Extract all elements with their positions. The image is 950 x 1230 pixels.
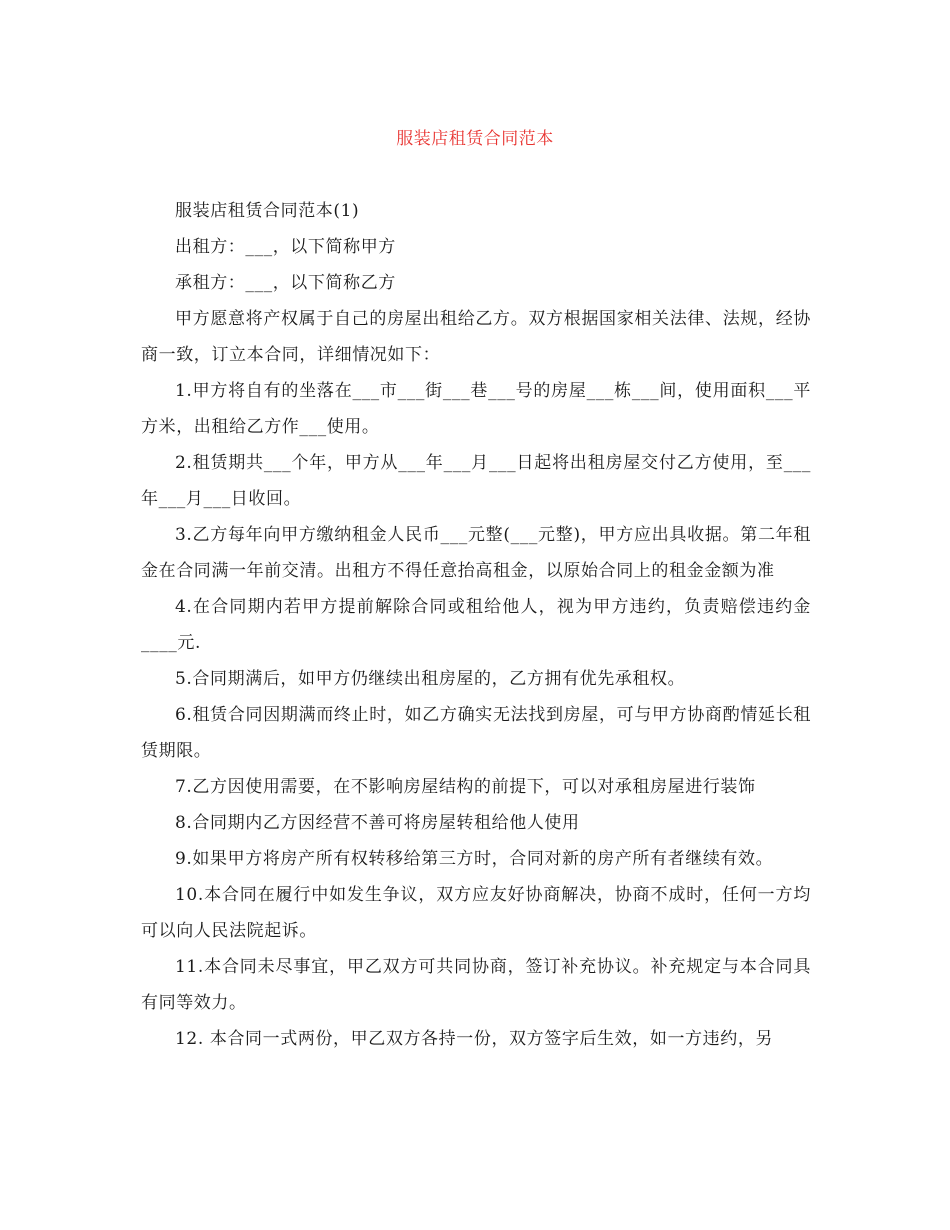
document-body: [141, 193, 811, 1057]
lessor-line: 出租方：___，以下简称甲方: [175, 237, 396, 257]
document-title: 服装店租赁合同范本: [396, 129, 554, 149]
clause-8: 8.合同期内乙方因经营不善可将房屋转租给他人使用: [175, 813, 580, 833]
clause-6: 6.租赁合同因期满而终止时，如乙方确实无法找到房屋，可与甲方协商酌情延长租赁期限。: [141, 705, 811, 761]
subtitle-paragraph: 服装店租赁合同范本(1): [175, 201, 360, 221]
clause-11: 11.本合同未尽事宜，甲乙双方可共同协商，签订补充协议。补充规定与本合同具有同等效力。: [141, 957, 811, 1013]
clause-10: 10.本合同在履行中如发生争议，双方应友好协商解决，协商不成时，任何一方均可以向人民法院起诉。: [141, 885, 811, 941]
preamble-paragraph: 甲方愿意将产权属于自己的房屋出租给乙方。双方根据国家相关法律、法规，经协商一致，订立本合同，详细情况如下：: [141, 309, 811, 365]
clause-1: 1.甲方将自有的坐落在___市___街___巷___号的房屋___栋___间，使用面积___平方米，出租给乙方作___使用。: [141, 381, 811, 437]
clause-2: 2.租赁期共___个年，甲方从___年___月___日起将出租房屋交付乙方使用，至___年___月___日收回。: [141, 453, 811, 509]
clause-5: 5.合同期满后，如甲方仍继续出租房屋的，乙方拥有优先承租权。: [175, 669, 686, 689]
clause-7: 7.乙方因使用需要，在不影响房屋结构的前提下，可以对承租房屋进行装饰: [175, 777, 756, 797]
clause-9: 9.如果甲方将房产所有权转移给第三方时，合同对新的房产所有者继续有效。: [175, 849, 774, 869]
clause-4: 4.在合同期内若甲方提前解除合同或租给他人，视为甲方违约，负责赔偿违约金____元.: [141, 597, 811, 653]
clause-12: 12. 本合同一式两份，甲乙双方各持一份，双方签字后生效，如一方违约，另: [175, 1029, 774, 1049]
clause-3: 3.乙方每年向甲方缴纳租金人民币___元整(___元整)，甲方应出具收据。第二年租金在合同满一年前交清。出租方不得任意抬高租金，以原始合同上的租金金额为准: [141, 525, 811, 581]
lessee-line: 承租方：___，以下简称乙方: [175, 273, 396, 293]
